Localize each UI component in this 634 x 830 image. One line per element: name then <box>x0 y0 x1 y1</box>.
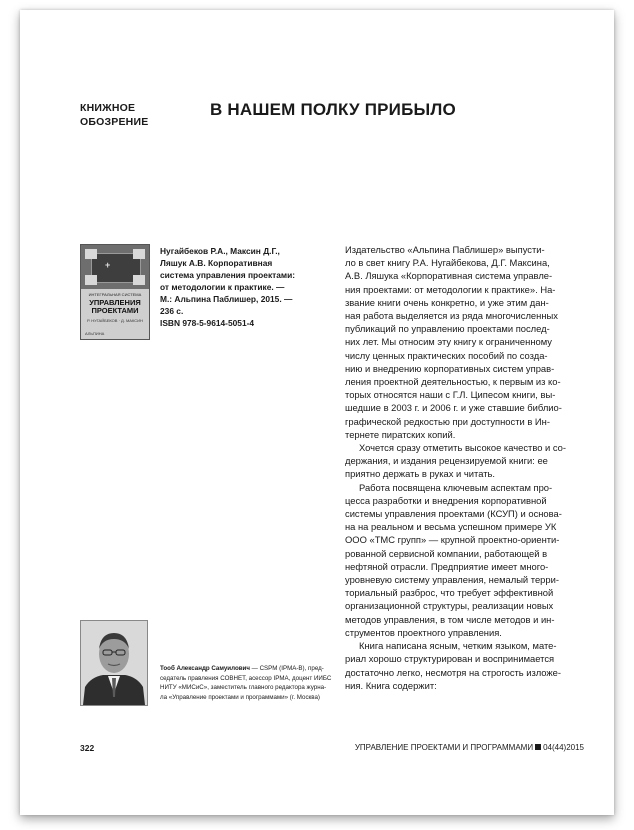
text-line: ления проектной деятельностью, к первым из ко- <box>345 376 561 388</box>
text-line: уровневую систему управления, немалый терри- <box>345 574 559 586</box>
text-line: Книга написана ясным, четким языком, мате- <box>359 640 557 652</box>
cover-authors: Р. НУГАЙБЕКОВ · Д. МАКСИН <box>87 318 143 323</box>
text-line: Хочется сразу отметить высокое качество и со- <box>359 442 566 454</box>
text-line: нию и внедрению корпоративных систем управ- <box>345 362 555 374</box>
section-label <box>80 101 148 129</box>
bibliography-line: от методологии к практике. — <box>160 282 285 292</box>
text-line: тернете пиратских копий. <box>345 428 456 440</box>
section-label-line1: КНИЖНОЕ <box>80 102 136 114</box>
bibliography-line: Нугайбеков Р.А., Максин Д.Г., <box>160 246 280 256</box>
bibliography-line: М.: Альпина Паблишер, 2015. — <box>160 294 293 304</box>
reviewer-line: седатель правления СОВНЕТ, асессор IPMA, доцент ИИБС <box>160 674 332 682</box>
text-line: графической редкостью при доступности в Ин- <box>345 415 550 427</box>
journal-footer <box>355 743 584 752</box>
cover-series: ИНТЕГРАЛЬНАЯ СИСТЕМА <box>88 292 142 297</box>
bibliography-line: 236 с. <box>160 306 184 316</box>
text-line: цесса разработки и внедрения корпоративной <box>345 494 547 506</box>
paragraph-1 <box>345 243 590 441</box>
bibliography-line: ISBN 978-5-9614-5051-4 <box>160 318 255 328</box>
text-line: риал хорошо структурирован и воспринимается <box>345 653 555 665</box>
text-line: нефтяной отрасли. Предприятие имеет много- <box>345 560 549 572</box>
cover-block <box>133 249 145 259</box>
reviewer-caption <box>160 664 332 702</box>
journal-issue: 04(44)2015 <box>543 743 584 752</box>
text-line: методов управления, в том числе методов и ин- <box>345 613 555 625</box>
section-label-line2: ОБОЗРЕНИЕ <box>80 116 149 128</box>
reviewer-line-1 <box>160 664 324 674</box>
paragraph-2 <box>345 441 590 481</box>
text-line: ториальный разброс, что требует эффективной <box>345 587 554 599</box>
book-cover-image <box>80 244 150 340</box>
book-bibliography <box>160 245 308 329</box>
paragraph-4 <box>345 639 590 692</box>
reviewer-line: НИТУ «МИСиС», заместитель главного редактора журна- <box>160 684 327 692</box>
paragraph-3 <box>345 481 590 639</box>
text-line: ло в свет книгу Р.А. Нугайбекова, Д.Г. Максина, <box>345 257 550 269</box>
text-line: достаточно легко, несмотря на строгость изложе- <box>345 666 562 678</box>
text-line: ния. Книга содержит: <box>345 679 437 691</box>
text-line: публикаций по управлению проектами послед- <box>345 323 550 335</box>
cover-block <box>85 249 97 259</box>
bibliography-line: Ляшук А.В. Корпоративная <box>160 258 273 268</box>
text-line: торых относятся наши с Г.Л. Ципесом книги, вы- <box>345 389 556 401</box>
reviewer-portrait <box>81 621 147 705</box>
cover-publisher: АЛЬПИНА <box>85 331 105 336</box>
text-line: звание книги очень конкретно, и уже этим дан- <box>345 296 549 308</box>
text-line: рованной сервисной компании, работающей в <box>345 547 548 559</box>
text-line: ния проектами: от методологии к практике». На- <box>345 283 556 295</box>
cover-block <box>133 275 145 285</box>
page-number: 322 <box>80 743 95 753</box>
reviewer-line: ла «Управление проектами и программами» (г. Москва) <box>160 693 320 701</box>
text-line: шедшие в 2003 г. и 2006 г. и уже ставшие библио- <box>345 402 562 414</box>
journal-name: УПРАВЛЕНИЕ ПРОЕКТАМИ И ПРОГРАММАМИ <box>354 743 534 752</box>
reviewer-photo <box>80 620 148 706</box>
text-line: Издательство «Альпина Паблишер» выпусти- <box>345 244 545 255</box>
text-line: числу ценных практических пособий по созда- <box>345 349 548 361</box>
text-line: них лет. Мы относим эту книгу к ограниченному <box>345 336 552 348</box>
headline: В НАШЕМ ПОЛКУ ПРИБЫЛО <box>210 100 456 119</box>
text-line: держания, и издания рецензируемой книги: ее <box>345 455 548 467</box>
text-line: на на реальном и весьма успешном примере УК <box>345 521 557 533</box>
text-line: струментов проектного управления. <box>345 626 502 638</box>
reviewer-title-start: — CSPM (IPMA-B), пред- <box>249 665 324 672</box>
text-line: приятно держать в руках и читать. <box>345 468 495 480</box>
cover-title-line1: УПРАВЛЕНИЯ <box>89 298 141 307</box>
text-line: Работа посвящена ключевым аспектам про- <box>359 481 553 493</box>
article-body <box>345 243 590 692</box>
text-line: организационной структуры, реализации новых <box>345 600 554 612</box>
bibliography-line: система управления проектами: <box>160 270 296 280</box>
reviewer-name: Тооб Александр Самуилович <box>160 665 250 672</box>
text-line: ООО «ТМС групп» — крупной проектно-ориенти- <box>345 534 560 546</box>
text-line: А.В. Ляшука «Корпоративная система управле- <box>345 270 553 282</box>
text-line: системы управления проектами (КСУП) и основа- <box>345 508 562 520</box>
cover-title <box>83 299 147 315</box>
cover-block <box>85 275 97 285</box>
cover-plus-sign: + <box>105 260 111 270</box>
cover-illustration <box>81 245 149 289</box>
text-line: ная работа выделяется из ряда многочисленных <box>345 310 558 322</box>
cover-title-line2: ПРОЕКТАМИ <box>91 306 139 315</box>
separator-square-icon <box>535 744 541 750</box>
